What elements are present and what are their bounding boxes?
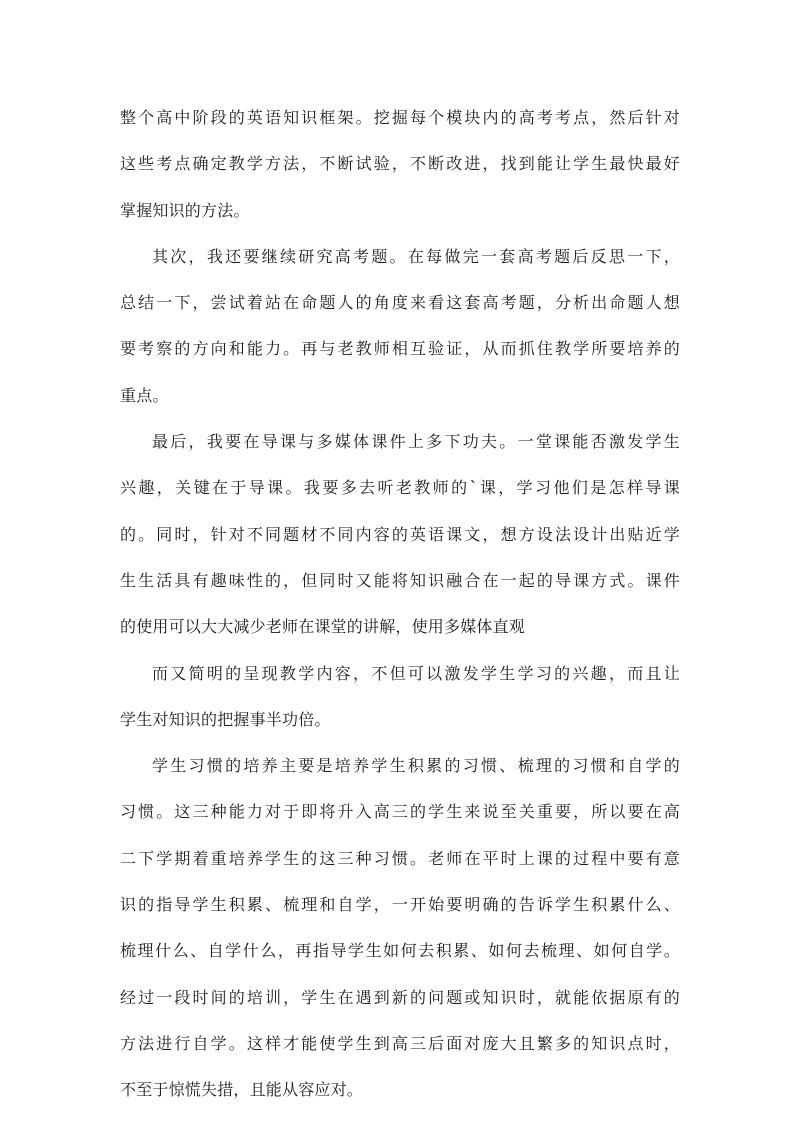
paragraph-line: 学生习惯的培养主要是培养学生积累的习惯、梳理的习惯和自学的 [152, 756, 680, 776]
document-body [120, 95, 680, 1114]
paragraph-1 [120, 95, 680, 234]
paragraph-line: 学生对知识的把握事半功倍。 [120, 709, 331, 729]
paragraph-line: 兴趣，关键在于导课。我要多去听老教师的`课，学习他们是怎样导课 [120, 478, 680, 498]
paragraph-line: 重点。 [120, 385, 169, 405]
paragraph-line: 其次，我还要继续研究高考题。在每做完一套高考题后反思一下， [152, 246, 680, 266]
paragraph-line: 最后，我要在导课与多媒体课件上多下功夫。一堂课能否激发学生 [152, 432, 680, 452]
paragraph-line: 这些考点确定教学方法，不断试验，不断改进，找到能让学生最快最好 [120, 154, 680, 174]
paragraph-line: 的使用可以大大减少老师在课堂的讲解，使用多媒体直观 [120, 617, 526, 637]
paragraph-line: 的。同时，针对不同题材不同内容的英语课文，想方设法设计出贴近学 [120, 524, 680, 544]
paragraph-line: 梳理什么、自学什么，再指导学生如何去积累、如何去梳理、如何自学。 [120, 941, 680, 961]
paragraph-line: 生生活具有趣味性的，但同时又能将知识融合在一起的导课方式。课件 [120, 570, 680, 590]
paragraph-3 [120, 419, 680, 650]
paragraph-line: 方法进行自学。这样才能使学生到高三后面对庞大且繁多的知识点时， [120, 1033, 680, 1053]
paragraph-4 [120, 651, 680, 744]
paragraph-line: 总结一下，尝试着站在命题人的角度来看这套高考题，分析出命题人想 [120, 293, 680, 313]
paragraph-line: 习惯。这三种能力对于即将升入高三的学生来说至关重要，所以要在高 [120, 802, 680, 822]
paragraph-2 [120, 234, 680, 419]
paragraph-line: 要考察的方向和能力。再与老教师相互验证，从而抓住教学所要培养的 [120, 339, 680, 359]
paragraph-5 [120, 743, 680, 1113]
paragraph-line: 二下学期着重培养学生的这三种习惯。老师在平时上课的过程中要有意 [120, 848, 680, 868]
paragraph-line: 掌握知识的方法。 [120, 200, 250, 220]
paragraph-line: 经过一段时间的培训，学生在遇到新的问题或知识时，就能依据原有的 [120, 987, 680, 1007]
paragraph-line: 整个高中阶段的英语知识框架。挖掘每个模块内的高考考点，然后针对 [120, 108, 680, 127]
paragraph-line: 识的指导学生积累、梳理和自学，一开始要明确的告诉学生积累什么、 [120, 895, 680, 915]
paragraph-line: 而又简明的呈现教学内容，不但可以激发学生学习的兴趣，而且让 [152, 663, 680, 683]
paragraph-line: 不至于惊慌失措，且能从容应对。 [120, 1080, 364, 1100]
